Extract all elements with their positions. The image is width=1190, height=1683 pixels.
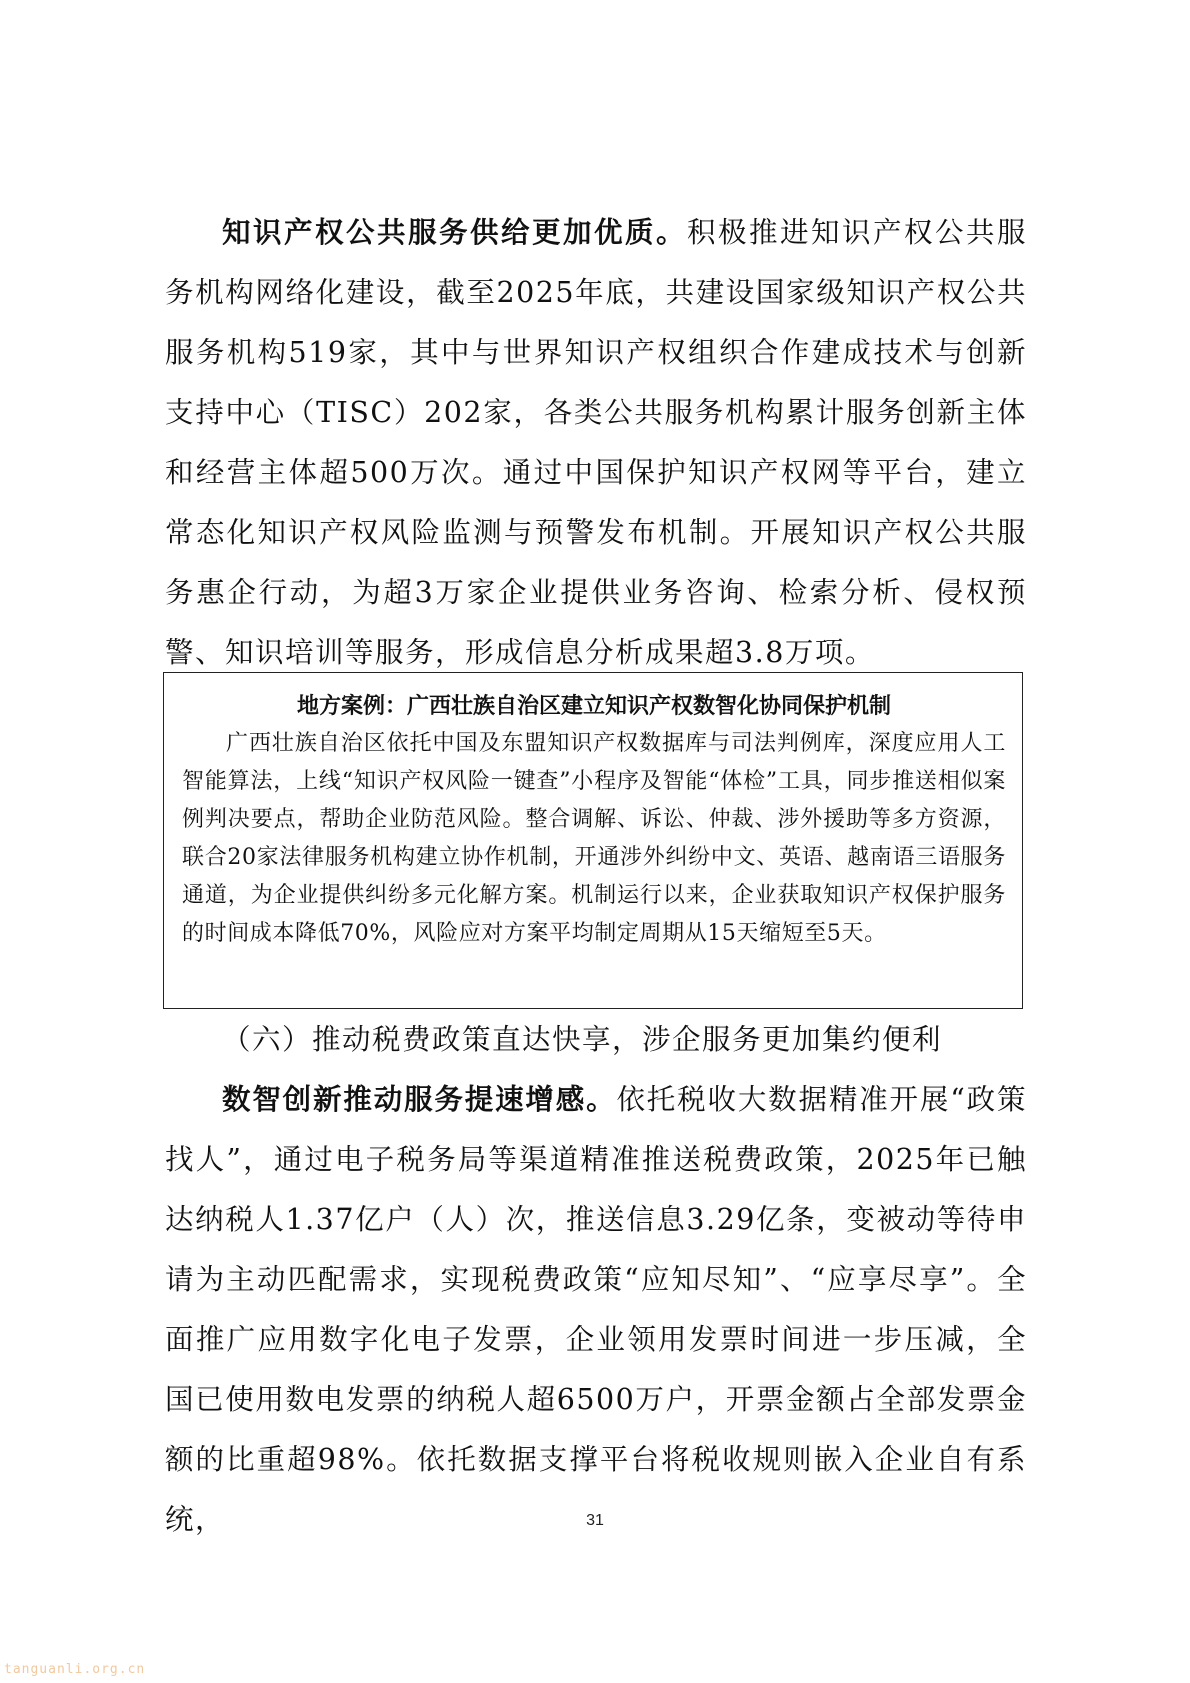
paragraph-ip-public-services [165, 203, 1027, 683]
paragraph-body: 依托税收大数据精准开展“政策找人”，通过电子税务局等渠道精准推送税费政策，2025年已触达纳税人1.37亿户（人）次，推送信息3.29亿条，变被动等待申请为主动匹配需求，实现税费政策“应知尽知”、“应享尽享”。全面推广应用数字化电子发票，企业领用发票时间进一步压减，全国已使用数电发票的纳税人超6500万户，开票金额占全部发票金额的比重超98%。依托数据支撑平台将税收规则嵌入企业自有系统， [165, 1083, 1027, 1536]
watermark: tanguanli.org.cn [4, 1662, 146, 1677]
page-number: 31 [586, 1512, 604, 1529]
paragraph-lead: 数智创新推动服务提速增感。 [222, 1083, 617, 1116]
section-heading: （六）推动税费政策直达快享，涉企服务更加集约便利 [222, 1023, 943, 1056]
paragraph-tax-services [165, 1070, 1027, 1550]
paragraph-body: 积极推进知识产权公共服务机构网络化建设，截至2025年底，共建设国家级知识产权公共服务机构519家，其中与世界知识产权组织合作建成技术与创新支持中心（TISC）202家，各类公共服务机构累计服务创新主体和经营主体超500万次。通过中国保护知识产权网等平台，建立常态化知识产权风险监测与预警发布机制。开展知识产权公共服务惠企行动，为超3万家企业提供业务咨询、检索分析、侵权预警、知识培训等服务，形成信息分析成果超3.8万项。 [165, 216, 1027, 669]
paragraph-lead: 知识产权公共服务供给更加优质。 [222, 216, 687, 249]
case-study-body: 广西壮族自治区依托中国及东盟知识产权数据库与司法判例库，深度应用人工智能算法，上线“知识产权风险一键查”小程序及智能“体检”工具，同步推送相似案例判决要点，帮助企业防范风险。整合调解、诉讼、仲裁、涉外援助等多方资源，联合20家法律服务机构建立协作机制，开通涉外纠纷中文、英语、越南语三语服务通道，为企业提供纠纷多元化解方案。机制运行以来，企业获取知识产权保护服务的时间成本降低70%，风险应对方案平均制定周期从15天缩短至5天。 [182, 731, 1006, 946]
case-study-box [163, 672, 1023, 1009]
case-study-title: 地方案例：广西壮族自治区建立知识产权数智化协同保护机制 [296, 694, 891, 719]
